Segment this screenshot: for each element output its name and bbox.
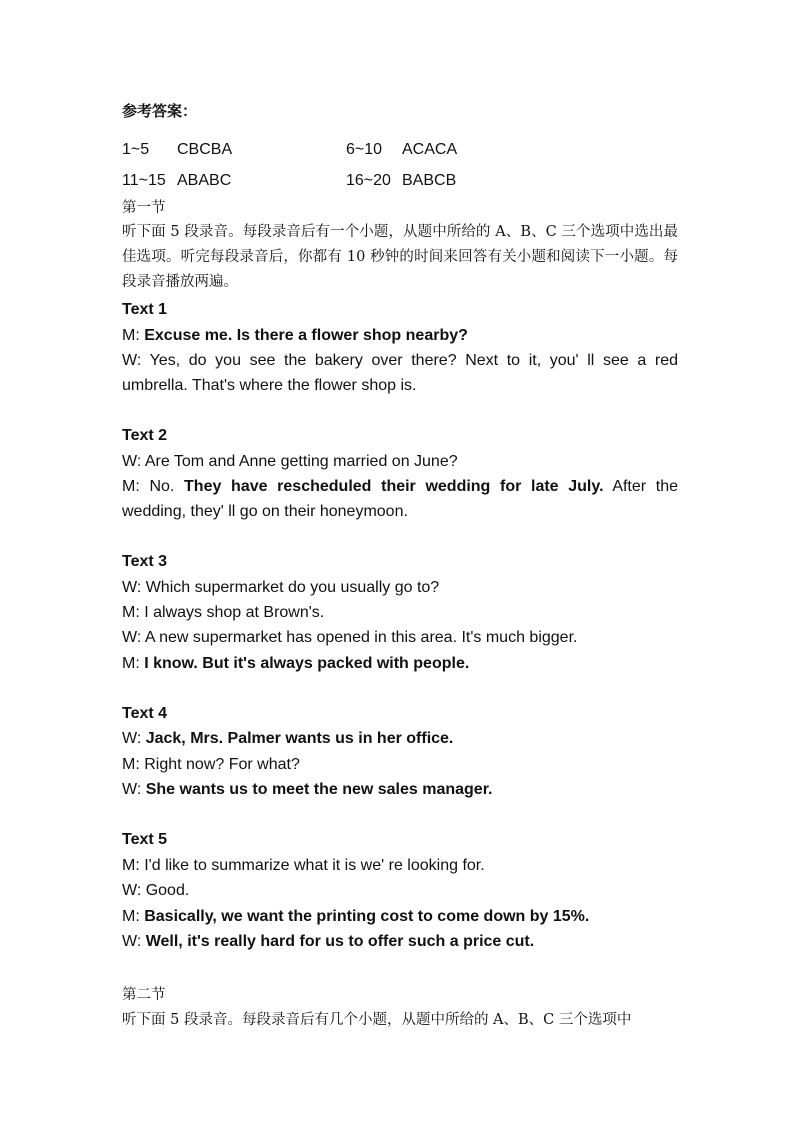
dialogue-text: Yes, do you see the bakery over there? Next to it, you' ll see a red umbrella. That's where the flower shop is. xyxy=(122,352,679,394)
speaker: W: xyxy=(122,352,150,369)
speaker: W: xyxy=(122,730,146,747)
bold-answer-text: Basically, we want the printing cost to come down by 15%. xyxy=(144,908,590,925)
speaker: W: xyxy=(122,629,145,646)
answer-value: ABABC xyxy=(177,172,232,189)
answer-key-title: 参考答案： xyxy=(122,102,198,120)
bold-answer-text: She wants us to meet the new sales manager. xyxy=(145,781,493,798)
answer-range: 1~5 xyxy=(122,141,150,158)
text-3-title: Text 3 xyxy=(122,553,168,570)
dialogue-line xyxy=(122,474,678,524)
dialogue-text: Which supermarket do you usually go to? xyxy=(145,579,440,596)
answer-range: 6~10 xyxy=(346,141,383,158)
section-1-heading: 第一节 xyxy=(122,200,166,216)
speaker: W: xyxy=(122,579,146,596)
speaker: W: xyxy=(122,933,146,950)
dialogue-text: I'd like to summarize what it is we' re looking for. xyxy=(144,857,485,874)
bold-answer-text: They have rescheduled their wedding for late July. xyxy=(184,478,604,495)
dialogue-text: A new supermarket has opened in this area. It's much bigger. xyxy=(144,629,578,646)
text-1-title: Text 1 xyxy=(122,301,168,318)
speaker: M: xyxy=(122,756,145,773)
speaker: M: xyxy=(122,655,145,672)
dialogue-text: I always shop at Brown's. xyxy=(144,604,325,621)
bold-answer-text: Jack, Mrs. Palmer wants us in her office. xyxy=(145,730,454,747)
dialogue-line xyxy=(122,600,678,625)
answer-value: BABCB xyxy=(402,172,457,189)
answer-range: 16~20 xyxy=(346,172,391,189)
speaker: M: xyxy=(122,478,150,495)
answer-value: CBCBA xyxy=(177,141,233,158)
speaker: M: xyxy=(122,327,145,344)
dialogue-line xyxy=(122,651,678,676)
dialogue-line xyxy=(122,929,678,954)
speaker: W: xyxy=(122,453,145,470)
speaker: M: xyxy=(122,908,145,925)
speaker: W: xyxy=(122,882,146,899)
dialogue-line xyxy=(122,449,678,474)
section-2-instructions: 听下面 5 段录音。每段录音后有几个小题，从题中所给的 A、B、C 三个选项中 xyxy=(122,1012,632,1028)
speaker: W: xyxy=(122,781,146,798)
dialogue-text: No. xyxy=(149,478,185,495)
text-2-title: Text 2 xyxy=(122,427,168,444)
section-2-heading: 第二节 xyxy=(122,987,166,1003)
dialogue-text: Are Tom and Anne getting married on June? xyxy=(144,453,458,470)
dialogue-line xyxy=(122,853,678,878)
dialogue-line xyxy=(122,575,678,600)
dialogue-text: Good. xyxy=(145,882,190,899)
dialogue-line xyxy=(122,726,678,751)
dialogue-text: After the wedding, they' ll go on their honeymoon. xyxy=(122,478,679,520)
dialogue-line xyxy=(122,348,678,398)
text-4-title: Text 4 xyxy=(122,705,168,722)
dialogue-line xyxy=(122,904,678,929)
dialogue-line xyxy=(122,625,678,650)
speaker: M: xyxy=(122,604,145,621)
dialogue-text: Right now? For what? xyxy=(144,756,300,773)
dialogue-line xyxy=(122,323,678,348)
text-5-title: Text 5 xyxy=(122,831,168,848)
dialogue-line xyxy=(122,752,678,777)
section-1-instructions: 听下面 5 段录音。每段录音后有一个小题，从题中所给的 A、B、C 三个选项中选出最佳选项。听完每段录音后，你都有 10 秒钟的时间来回答有关小题和阅读下一小题。每段录音播放两遍。 xyxy=(122,224,678,290)
bold-answer-text: I know. But it's always packed with people. xyxy=(144,655,470,672)
dialogue-line xyxy=(122,777,678,802)
bold-answer-text: Well, it's really hard for us to offer such a price cut. xyxy=(145,933,535,950)
answer-value: ACACA xyxy=(402,141,458,158)
speaker: M: xyxy=(122,857,145,874)
dialogue-line xyxy=(122,878,678,903)
bold-answer-text: Excuse me. Is there a flower shop nearby? xyxy=(144,327,468,344)
answer-range: 11~15 xyxy=(122,172,166,189)
